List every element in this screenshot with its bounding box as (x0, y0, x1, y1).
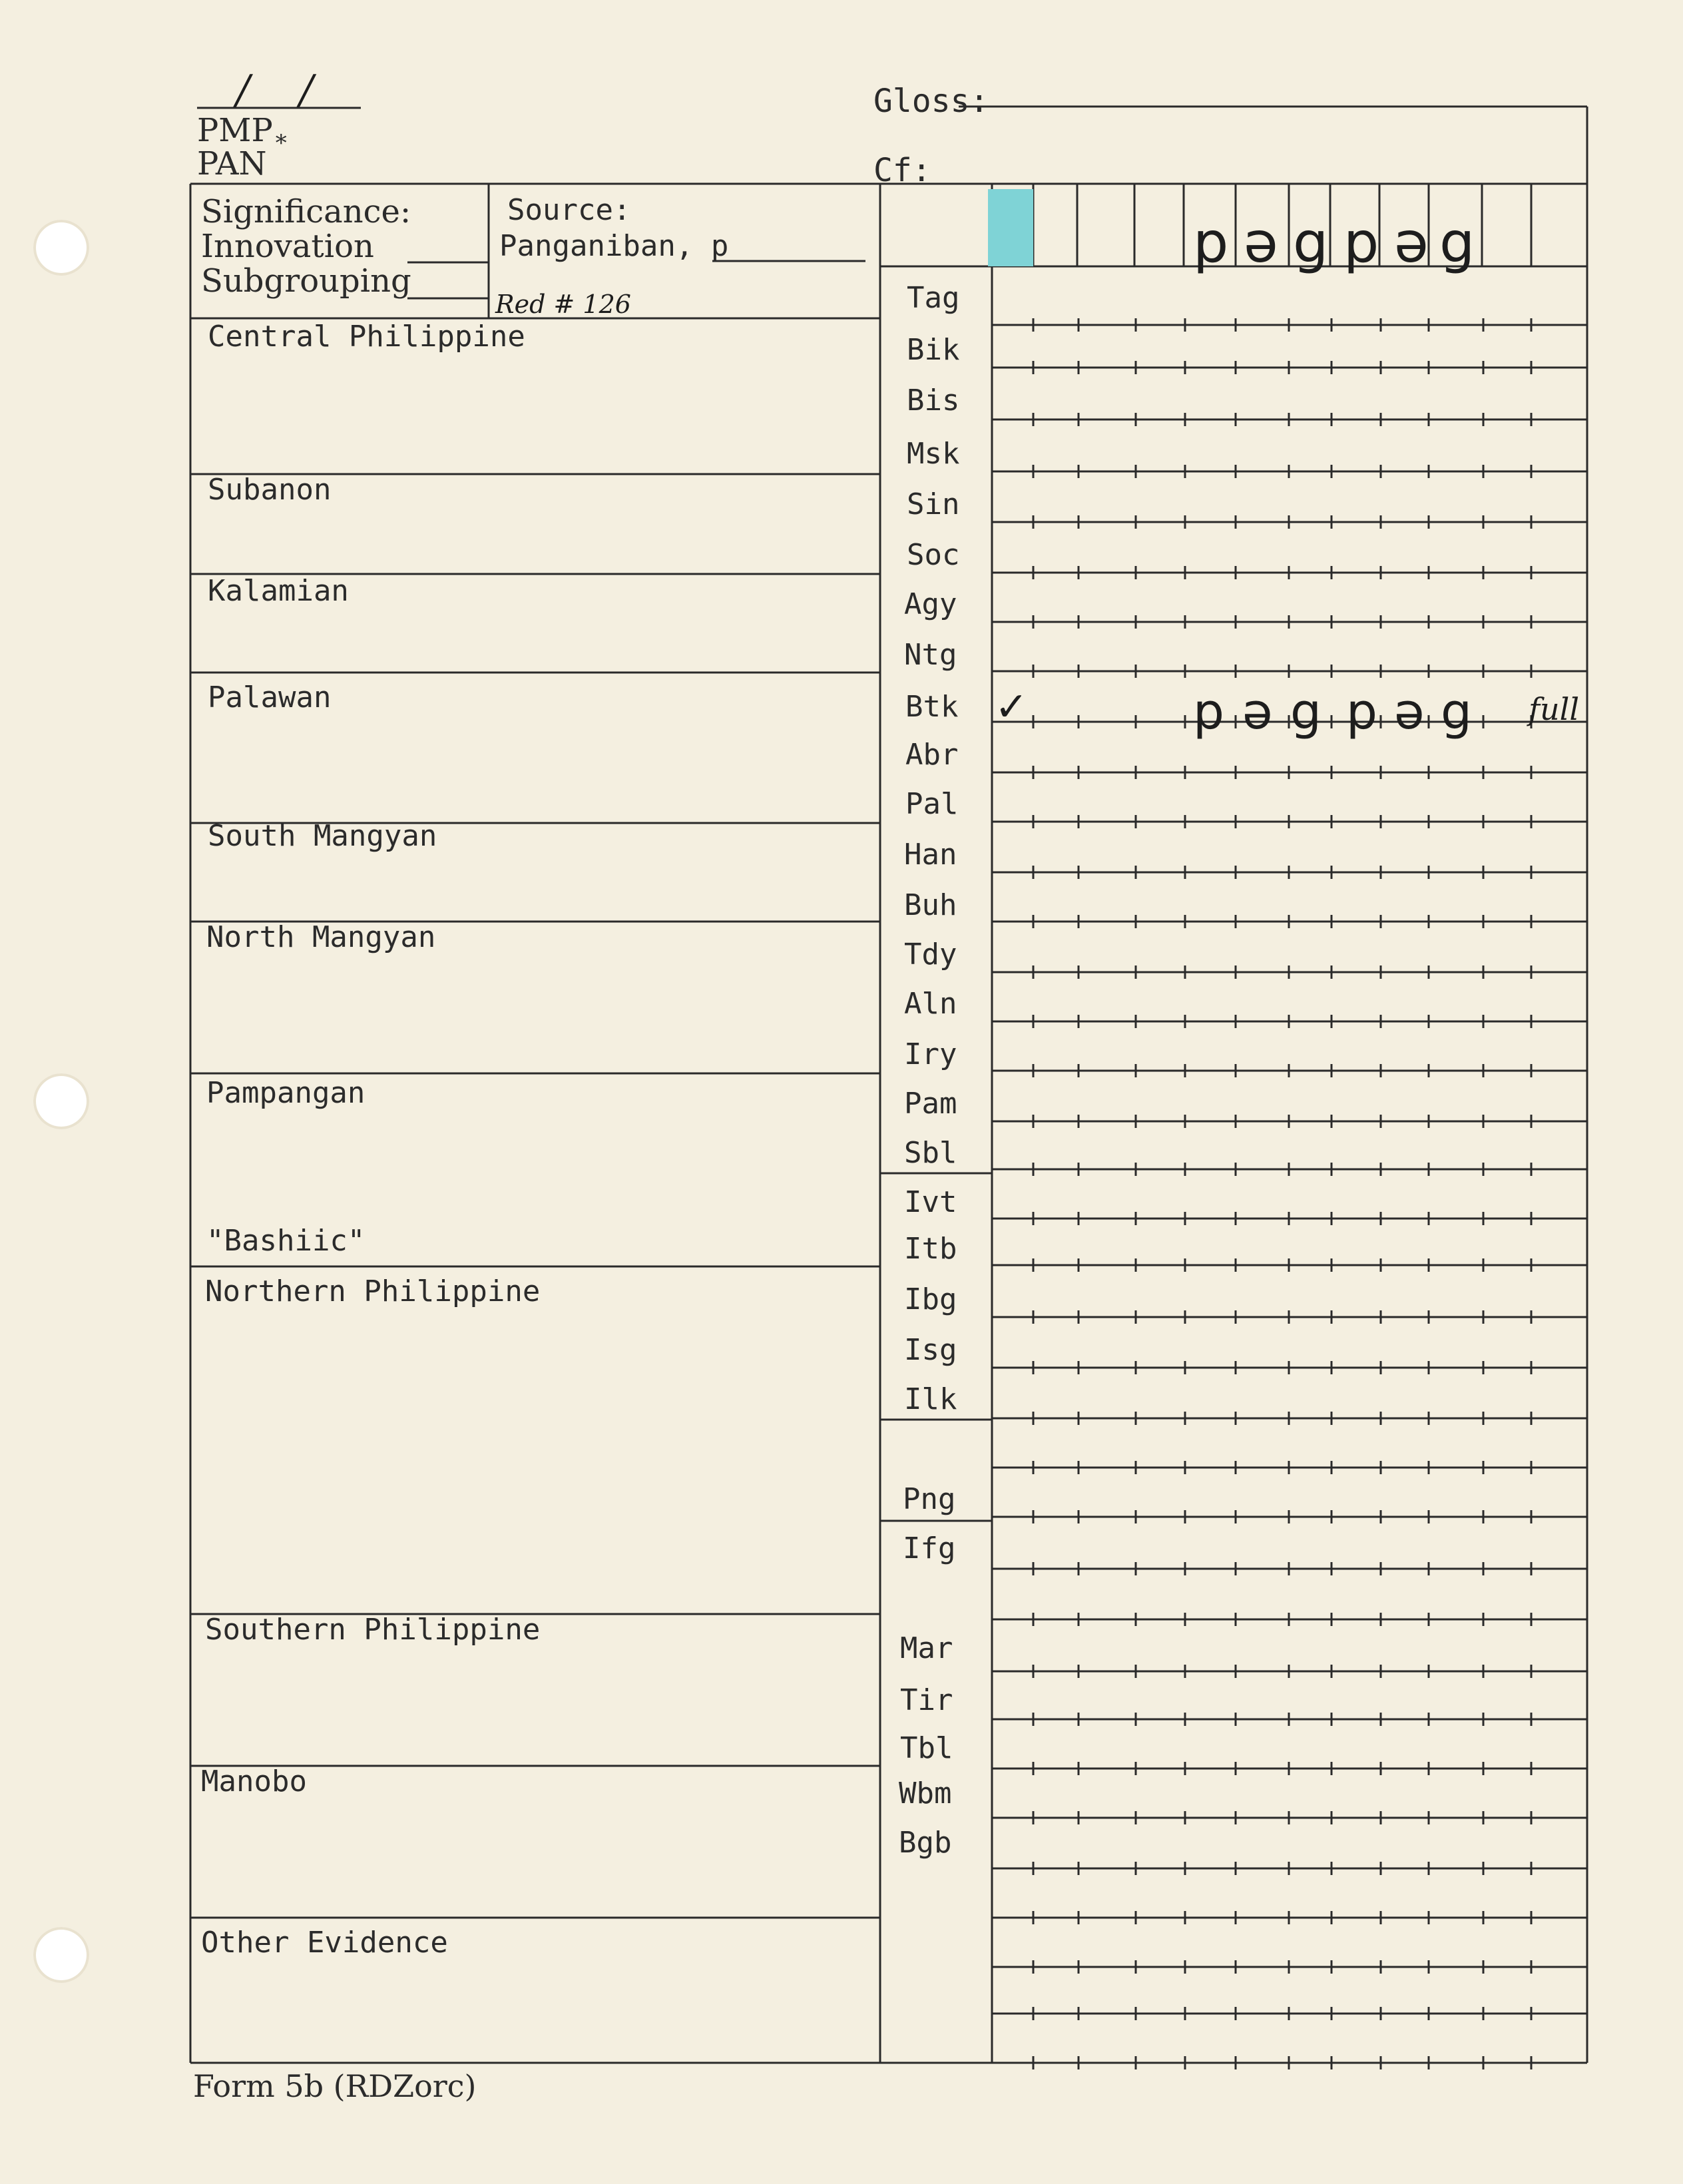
header-form-schwa1: ə (1244, 210, 1278, 275)
group-pampangan: Pampangan (206, 1076, 365, 1110)
lang-abr: Abr (905, 738, 959, 772)
lang-tir: Tir (900, 1683, 953, 1717)
group-palawan: Palawan (208, 681, 332, 714)
lang-buh: Buh (904, 888, 957, 922)
handwritten-ref: Red # 126 (495, 290, 631, 319)
lang-msk: Msk (907, 437, 960, 471)
lang-png: Png (903, 1482, 956, 1516)
header-form-p1: p (1193, 210, 1229, 275)
header-form-p2: p (1343, 210, 1379, 275)
group-south-mangyan: South Mangyan (208, 819, 437, 853)
lang-ilk: Ilk (904, 1382, 957, 1416)
lang-sbl: Sbl (904, 1136, 957, 1170)
lang-btk: Btk (905, 690, 959, 724)
header-grid-highlight (988, 189, 1033, 266)
lang-tag: Tag (907, 281, 960, 315)
header-form-g1: g (1293, 210, 1329, 275)
pan-label: PAN (197, 145, 267, 182)
lang-bgb: Bgb (899, 1826, 952, 1860)
group-southern-philippine: Southern Philippine (205, 1613, 541, 1647)
lang-itb: Itb (904, 1232, 957, 1266)
lang-pal: Pal (905, 787, 959, 821)
date-marks: / / (236, 67, 332, 113)
lang-ntg: Ntg (904, 638, 957, 672)
lang-soc: Soc (907, 538, 960, 572)
lang-pam: Pam (904, 1087, 957, 1121)
form-label: Form 5b (RDZorc) (193, 2068, 477, 2104)
cf-label: Cf: (873, 152, 931, 189)
subgrouping-label: Subgrouping (201, 262, 411, 300)
lang-tdy: Tdy (904, 938, 957, 971)
source-label: Source: (507, 193, 631, 227)
group-north-mangyan: North Mangyan (206, 920, 436, 954)
btk-note: full (1529, 691, 1580, 727)
group-subanon: Subanon (208, 473, 332, 507)
lang-wbm: Wbm (899, 1776, 952, 1810)
header-form-schwa2: ə (1394, 210, 1429, 275)
group-kalamian: Kalamian (208, 574, 349, 608)
gloss-label: Gloss: (873, 83, 989, 120)
btk-form-g1: g (1290, 683, 1322, 740)
btk-form-p1: p (1193, 683, 1224, 740)
lang-ifg: Ifg (903, 1531, 956, 1565)
lang-tbl: Tbl (900, 1731, 953, 1765)
group-manobo: Manobo (201, 1765, 307, 1798)
btk-form-schwa2: ə (1394, 683, 1425, 740)
btk-form-p2: p (1346, 683, 1377, 740)
lang-ivt: Ivt (904, 1185, 957, 1219)
lang-bik: Bik (907, 333, 960, 367)
lang-han: Han (904, 838, 957, 872)
lang-isg: Isg (904, 1333, 957, 1367)
btk-check-mark: ✓ (995, 684, 1029, 730)
group-northern-philippine: Northern Philippine (205, 1274, 541, 1308)
lang-mar: Mar (900, 1631, 953, 1665)
lang-aln: Aln (904, 987, 957, 1021)
btk-form-g2: g (1441, 683, 1472, 740)
pmp-asterisk: * (275, 130, 287, 156)
group-bashiic: "Bashiic" (206, 1224, 365, 1258)
group-other-evidence: Other Evidence (201, 1926, 448, 1960)
pmp-label (197, 112, 287, 156)
pmp-text: PMP (197, 112, 273, 149)
lang-iry: Iry (904, 1037, 957, 1071)
innovation-label: Innovation (201, 228, 374, 265)
lang-bis: Bis (907, 384, 960, 417)
source-value: Panganiban, p (499, 229, 729, 263)
significance-title: Significance: (201, 193, 411, 230)
group-central-philippine: Central Philippine (208, 320, 525, 354)
lang-agy: Agy (904, 587, 957, 621)
btk-form-schwa1: ə (1242, 683, 1273, 740)
lang-sin: Sin (907, 487, 960, 521)
header-form-g2: g (1439, 210, 1475, 275)
lang-ibg: Ibg (904, 1282, 957, 1316)
